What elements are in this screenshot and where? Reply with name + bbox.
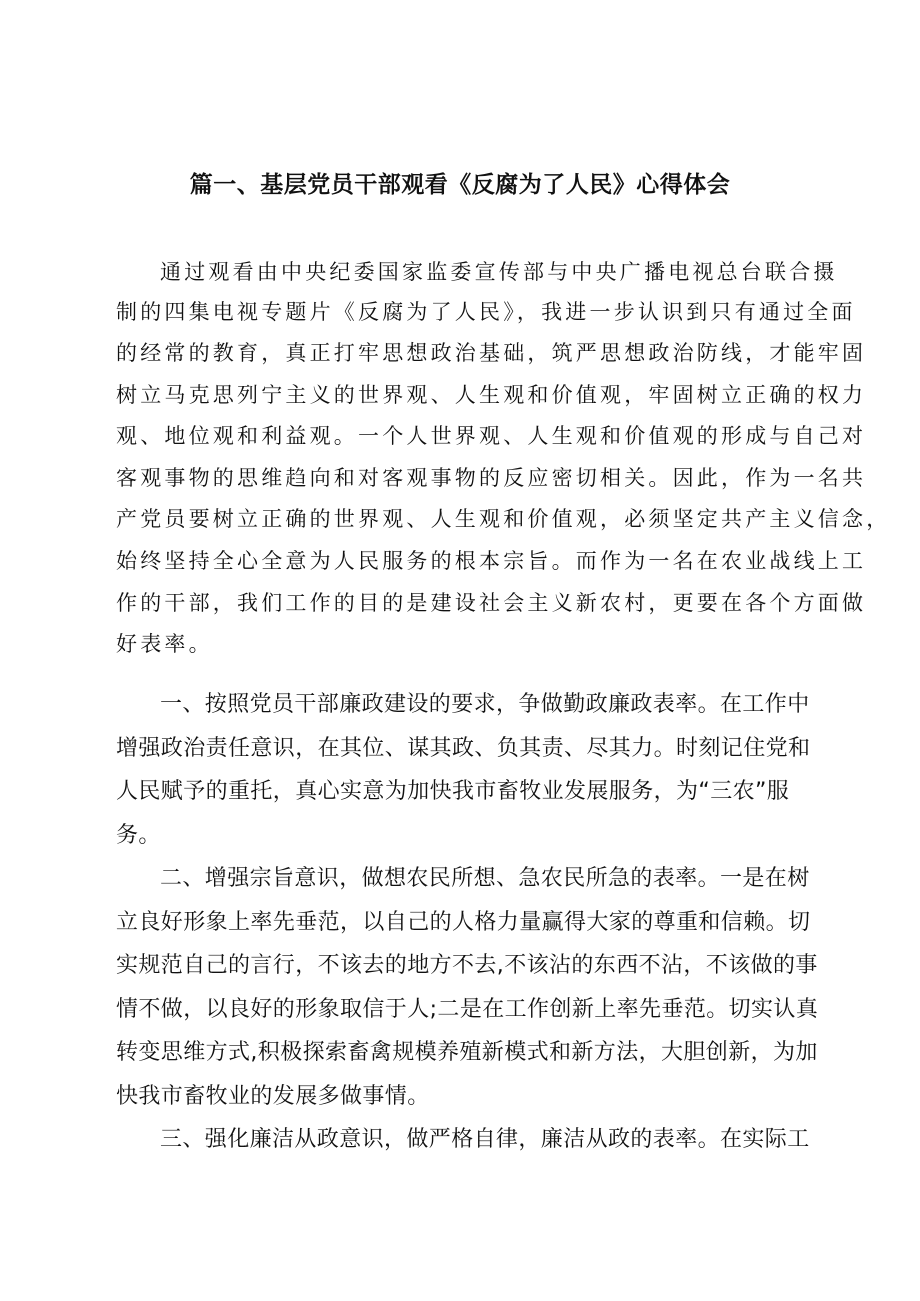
section1-line-2: 增强政治责任意识，在其位、谋其政、负其责、尽其力。时刻记住党和 (116, 736, 811, 761)
section3-line-1: 三、强化廉洁从政意识，做严格自律，廉洁从政的表率。在实际工 (160, 1127, 810, 1152)
section2-line-1: 二、增强宗旨意识，做想农民所想、急农民所急的表率。一是在树 (160, 866, 810, 891)
intro-line-1: 通过观看由中央纪委国家监委宣传部与中央广播电视总台联合摄 (160, 260, 838, 284)
intro-line-7: 产党员要树立正确的世界观、人生观和价值观，必须坚定共产主义信念， (116, 507, 891, 531)
section1-line-3: 人民赋予的重托，真心实意为加快我市畜牧业发展服务，为“三农”服 (116, 779, 790, 804)
section2-line-2: 立良好形象上率先垂范，以自己的人格力量赢得大家的尊重和信赖。切 (116, 910, 811, 935)
intro-line-4: 树立马克思列宁主义的世界观、人生观和价值观，牢固树立正确的权力 (116, 383, 867, 407)
intro-line-5: 观、地位观和利益观。一个人世界观、人生观和价值观的形成与自己对 (116, 424, 867, 448)
section2-line-5: 转变思维方式,积极探索畜禽规模养殖新模式和新方法，大胆创新，为加 (116, 1040, 818, 1065)
intro-line-9: 作的干部，我们工作的目的是建设社会主义新农村，更要在各个方面做 (116, 591, 867, 615)
section2-line-3: 实规范自己的言行，不该去的地方不去,不该沾的东西不沾，不该做的事 (116, 953, 818, 978)
intro-line-8: 始终坚持全心全意为人民服务的根本宗旨。而作为一名在农业战线上工 (116, 549, 867, 573)
section1-line-1: 一、按照党员干部廉政建设的要求，争做勤政廉政表率。在工作中 (160, 692, 810, 717)
section1-line-4: 务。 (116, 823, 161, 848)
intro-line-6: 客观事物的思维趋向和对客观事物的反应密切相关。因此，作为一名共 (116, 466, 867, 490)
intro-line-10: 好表率。 (116, 632, 213, 656)
intro-line-2: 制的四集电视专题片《反腐为了人民》，我进一步认识到只有通过全面 (116, 300, 856, 324)
intro-line-3: 的经常的教育，真正打牢思想政治基础，筑严思想政治防线，才能牢固 (116, 341, 867, 365)
section2-line-4: 情不做，以良好的形象取信于人;二是在工作创新上率先垂范。切实认真 (116, 997, 819, 1022)
document-title: 篇一、基层党员干部观看《反腐为了人民》心得体会 (189, 172, 731, 198)
section2-line-6: 快我市畜牧业的发展多做事情。 (116, 1084, 430, 1109)
